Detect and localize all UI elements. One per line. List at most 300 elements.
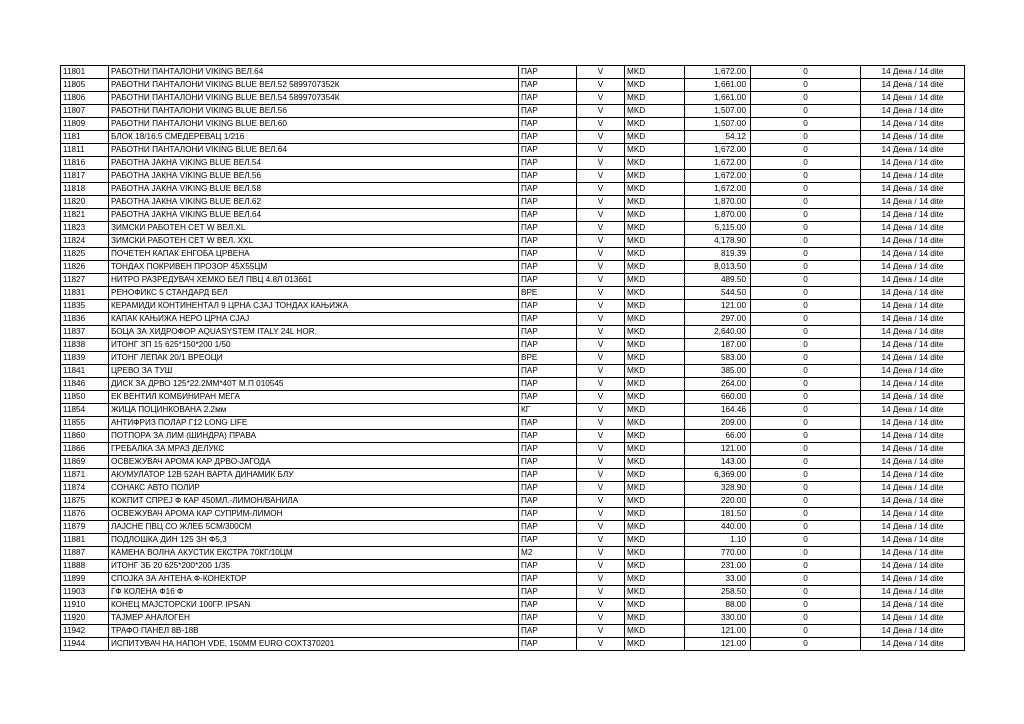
table-row <box>61 209 965 222</box>
item-code-cell: 11820 <box>61 196 109 209</box>
item-code-cell: 11817 <box>61 170 109 183</box>
unit-cell: ПАР <box>519 573 577 586</box>
table-row <box>61 326 965 339</box>
item-code-cell: 11825 <box>61 248 109 261</box>
quantity-cell: 0 <box>751 586 861 599</box>
currency-cell: MKD <box>625 391 685 404</box>
item-name-cell: ЕК ВЕНТИЛ КОМБИНИРАН МЕГА <box>109 391 519 404</box>
delivery-time-cell: 14 Дена / 14 dite <box>861 378 965 391</box>
table-row <box>61 248 965 261</box>
unit-cell: ПАР <box>519 339 577 352</box>
currency-cell: MKD <box>625 378 685 391</box>
item-code-cell: 11855 <box>61 417 109 430</box>
delivery-time-cell: 14 Дена / 14 dite <box>861 274 965 287</box>
item-name-cell: ЗИМСКИ РАБОТЕН СЕТ W ВЕЛ.XL <box>109 222 519 235</box>
item-code-cell: 11866 <box>61 443 109 456</box>
item-code-cell: 11887 <box>61 547 109 560</box>
item-name-cell: БЛОК 18/16.5 СМЕДЕРЕВАЦ 1/216 <box>109 131 519 144</box>
unit-cell: ПАР <box>519 66 577 79</box>
v-flag-cell: V <box>577 417 625 430</box>
unit-cell: ПАР <box>519 560 577 573</box>
currency-cell: MKD <box>625 482 685 495</box>
v-flag-cell: V <box>577 573 625 586</box>
v-flag-cell: V <box>577 495 625 508</box>
unit-cell: ПАР <box>519 599 577 612</box>
unit-cell: ПАР <box>519 196 577 209</box>
v-flag-cell: V <box>577 196 625 209</box>
unit-cell: ПАР <box>519 92 577 105</box>
v-flag-cell: V <box>577 92 625 105</box>
price-cell: 8,013.50 <box>685 261 751 274</box>
unit-cell: ПАР <box>519 365 577 378</box>
quantity-cell: 0 <box>751 235 861 248</box>
quantity-cell: 0 <box>751 105 861 118</box>
currency-cell: MKD <box>625 313 685 326</box>
price-cell: 1,870.00 <box>685 209 751 222</box>
v-flag-cell: V <box>577 105 625 118</box>
price-cell: 231.00 <box>685 560 751 573</box>
delivery-time-cell: 14 Дена / 14 dite <box>861 79 965 92</box>
item-name-cell: РАБОТНА ЈАКНА VIKING BLUE ВЕЛ.56 <box>109 170 519 183</box>
item-name-cell: АНТИФРИЗ ПОЛАР Г12 LONG LIFE <box>109 417 519 430</box>
delivery-time-cell: 14 Дена / 14 dite <box>861 417 965 430</box>
quantity-cell: 0 <box>751 560 861 573</box>
v-flag-cell: V <box>577 612 625 625</box>
price-cell: 4,178.90 <box>685 235 751 248</box>
currency-cell: MKD <box>625 261 685 274</box>
item-code-cell: 11816 <box>61 157 109 170</box>
quantity-cell: 0 <box>751 157 861 170</box>
delivery-time-cell: 14 Дена / 14 dite <box>861 495 965 508</box>
currency-cell: MKD <box>625 599 685 612</box>
currency-cell: MKD <box>625 443 685 456</box>
item-name-cell: КОКПИТ СПРЕЈ Ф КАР 450МЛ.-ЛИМОН/ВАНИЛА <box>109 495 519 508</box>
item-code-cell: 11811 <box>61 144 109 157</box>
unit-cell: ПАР <box>519 300 577 313</box>
v-flag-cell: V <box>577 313 625 326</box>
delivery-time-cell: 14 Дена / 14 dite <box>861 586 965 599</box>
item-name-cell: РАБОТНИ ПАНТАЛОНИ VIKING BLUE ВЕЛ.52 5899707352К <box>109 79 519 92</box>
quantity-cell: 0 <box>751 92 861 105</box>
unit-cell: ПАР <box>519 378 577 391</box>
item-name-cell: СПОЈКА ЗА АНТЕНА Ф-КОНЕКТОР <box>109 573 519 586</box>
price-cell: 1,661.00 <box>685 92 751 105</box>
price-cell: 121.00 <box>685 443 751 456</box>
quantity-cell: 0 <box>751 274 861 287</box>
v-flag-cell: V <box>577 287 625 300</box>
table-row <box>61 170 965 183</box>
item-name-cell: РАБОТНИ ПАНТАЛОНИ VIKING BLUE ВЕЛ.64 <box>109 144 519 157</box>
delivery-time-cell: 14 Дена / 14 dite <box>861 66 965 79</box>
item-code-cell: 11837 <box>61 326 109 339</box>
item-code-cell: 11846 <box>61 378 109 391</box>
currency-cell: MKD <box>625 612 685 625</box>
delivery-time-cell: 14 Дена / 14 dite <box>861 521 965 534</box>
quantity-cell: 0 <box>751 222 861 235</box>
item-code-cell: 11806 <box>61 92 109 105</box>
currency-cell: MKD <box>625 508 685 521</box>
currency-cell: MKD <box>625 404 685 417</box>
item-name-cell: ДИСК ЗА ДРВО 125*22.2ММ*40Т М.П 010545 <box>109 378 519 391</box>
currency-cell: MKD <box>625 495 685 508</box>
table-row <box>61 391 965 404</box>
unit-cell: ПАР <box>519 508 577 521</box>
table-row <box>61 547 965 560</box>
table-row <box>61 287 965 300</box>
quantity-cell: 0 <box>751 66 861 79</box>
delivery-time-cell: 14 Дена / 14 dite <box>861 131 965 144</box>
table-row <box>61 300 965 313</box>
quantity-cell: 0 <box>751 573 861 586</box>
unit-cell: М2 <box>519 547 577 560</box>
item-code-cell: 11827 <box>61 274 109 287</box>
table-row <box>61 508 965 521</box>
table-row <box>61 352 965 365</box>
v-flag-cell: V <box>577 547 625 560</box>
item-name-cell: ЛАЈСНЕ ПВЦ СО ЖЛЕБ 5СМ/300СМ <box>109 521 519 534</box>
v-flag-cell: V <box>577 482 625 495</box>
delivery-time-cell: 14 Дена / 14 dite <box>861 599 965 612</box>
item-name-cell: ЦРЕВО ЗА ТУШ <box>109 365 519 378</box>
unit-cell: ПАР <box>519 417 577 430</box>
item-name-cell: ЗИМСКИ РАБОТЕН СЕТ W ВЕЛ. XXL <box>109 235 519 248</box>
item-name-cell: ЖИЦА ПОЦИНКОВАНА 2.2мм <box>109 404 519 417</box>
unit-cell: ПАР <box>519 157 577 170</box>
price-cell: 33.00 <box>685 573 751 586</box>
item-code-cell: 11839 <box>61 352 109 365</box>
table-row <box>61 365 965 378</box>
quantity-cell: 0 <box>751 443 861 456</box>
v-flag-cell: V <box>577 235 625 248</box>
quantity-cell: 0 <box>751 625 861 638</box>
table-row <box>61 417 965 430</box>
item-code-cell: 1181 <box>61 131 109 144</box>
price-cell: 1.10 <box>685 534 751 547</box>
currency-cell: MKD <box>625 131 685 144</box>
delivery-time-cell: 14 Дена / 14 dite <box>861 339 965 352</box>
quantity-cell: 0 <box>751 430 861 443</box>
table-row <box>61 495 965 508</box>
delivery-time-cell: 14 Дена / 14 dite <box>861 118 965 131</box>
item-code-cell: 11821 <box>61 209 109 222</box>
price-cell: 328.90 <box>685 482 751 495</box>
quantity-cell: 0 <box>751 547 861 560</box>
currency-cell: MKD <box>625 274 685 287</box>
v-flag-cell: V <box>577 638 625 651</box>
delivery-time-cell: 14 Дена / 14 dite <box>861 443 965 456</box>
delivery-time-cell: 14 Дена / 14 dite <box>861 391 965 404</box>
table-body <box>61 66 965 651</box>
quantity-cell: 0 <box>751 482 861 495</box>
item-name-cell: КОНЕЦ МАЈСТОРСКИ 100ГР. IPSAN <box>109 599 519 612</box>
item-name-cell: АКУМУЛАТОР 12В 52АН ВАРТА ДИНАМИК БЛУ <box>109 469 519 482</box>
quantity-cell: 0 <box>751 469 861 482</box>
currency-cell: MKD <box>625 534 685 547</box>
quantity-cell: 0 <box>751 638 861 651</box>
item-code-cell: 11871 <box>61 469 109 482</box>
v-flag-cell: V <box>577 469 625 482</box>
quantity-cell: 0 <box>751 521 861 534</box>
price-cell: 1,507.00 <box>685 105 751 118</box>
item-name-cell: ИТОНГ ЛЕПАК 20/1 ВРЕОЦИ <box>109 352 519 365</box>
delivery-time-cell: 14 Дена / 14 dite <box>861 352 965 365</box>
item-name-cell: БОЦА ЗА ХИДРОФОР AQUASYSTEM ITALY 24L HOR. <box>109 326 519 339</box>
table-row <box>61 469 965 482</box>
price-cell: 297.00 <box>685 313 751 326</box>
quantity-cell: 0 <box>751 456 861 469</box>
item-code-cell: 11881 <box>61 534 109 547</box>
delivery-time-cell: 14 Дена / 14 dite <box>861 547 965 560</box>
unit-cell: ПАР <box>519 625 577 638</box>
currency-cell: MKD <box>625 547 685 560</box>
price-cell: 819.39 <box>685 248 751 261</box>
quantity-cell: 0 <box>751 365 861 378</box>
item-code-cell: 11899 <box>61 573 109 586</box>
currency-cell: MKD <box>625 209 685 222</box>
price-cell: 54.12 <box>685 131 751 144</box>
table-row <box>61 534 965 547</box>
unit-cell: ПАР <box>519 313 577 326</box>
item-code-cell: 11836 <box>61 313 109 326</box>
quantity-cell: 0 <box>751 313 861 326</box>
item-name-cell: ПОЧЕТЕН КАПАК ЕНГОБА ЦРВЕНА <box>109 248 519 261</box>
item-name-cell: РАБОТНА ЈАКНА VIKING BLUE ВЕЛ.54 <box>109 157 519 170</box>
price-cell: 440.00 <box>685 521 751 534</box>
table-row <box>61 183 965 196</box>
quantity-cell: 0 <box>751 339 861 352</box>
item-name-cell: КАМЕНА ВОЛНА АКУСТИК ЕКСТРА 70КГ/10ЦМ <box>109 547 519 560</box>
item-code-cell: 11805 <box>61 79 109 92</box>
table-row <box>61 638 965 651</box>
delivery-time-cell: 14 Дена / 14 dite <box>861 183 965 196</box>
v-flag-cell: V <box>577 66 625 79</box>
item-code-cell: 11818 <box>61 183 109 196</box>
item-name-cell: ИТОНГ ЗП 15 625*150*200 1/50 <box>109 339 519 352</box>
table-row <box>61 261 965 274</box>
price-cell: 66.00 <box>685 430 751 443</box>
table-row <box>61 313 965 326</box>
table-row <box>61 157 965 170</box>
quantity-cell: 0 <box>751 118 861 131</box>
quantity-cell: 0 <box>751 404 861 417</box>
v-flag-cell: V <box>577 339 625 352</box>
unit-cell: КГ <box>519 404 577 417</box>
item-name-cell: ТАЈМЕР АНАЛОГЕН <box>109 612 519 625</box>
v-flag-cell: V <box>577 352 625 365</box>
unit-cell: ПАР <box>519 79 577 92</box>
delivery-time-cell: 14 Дена / 14 dite <box>861 612 965 625</box>
quantity-cell: 0 <box>751 79 861 92</box>
table-row <box>61 196 965 209</box>
currency-cell: MKD <box>625 586 685 599</box>
item-code-cell: 11888 <box>61 560 109 573</box>
delivery-time-cell: 14 Дена / 14 dite <box>861 222 965 235</box>
price-cell: 88.00 <box>685 599 751 612</box>
v-flag-cell: V <box>577 430 625 443</box>
v-flag-cell: V <box>577 599 625 612</box>
table-row <box>61 274 965 287</box>
table-row <box>61 482 965 495</box>
currency-cell: MKD <box>625 638 685 651</box>
unit-cell: ПАР <box>519 456 577 469</box>
delivery-time-cell: 14 Дена / 14 dite <box>861 482 965 495</box>
item-code-cell: 11869 <box>61 456 109 469</box>
currency-cell: MKD <box>625 417 685 430</box>
price-cell: 209.00 <box>685 417 751 430</box>
quantity-cell: 0 <box>751 144 861 157</box>
item-code-cell: 11876 <box>61 508 109 521</box>
delivery-time-cell: 14 Дена / 14 dite <box>861 313 965 326</box>
currency-cell: MKD <box>625 573 685 586</box>
delivery-time-cell: 14 Дена / 14 dite <box>861 534 965 547</box>
unit-cell: ПАР <box>519 495 577 508</box>
item-code-cell: 11838 <box>61 339 109 352</box>
delivery-time-cell: 14 Дена / 14 dite <box>861 248 965 261</box>
item-name-cell: РАБОТНИ ПАНТАЛОНИ VIKING BLUE ВЕЛ.60 <box>109 118 519 131</box>
unit-cell: ПАР <box>519 586 577 599</box>
item-name-cell: ГФ КОЛЕНА Ф16 Ф <box>109 586 519 599</box>
quantity-cell: 0 <box>751 248 861 261</box>
currency-cell: MKD <box>625 352 685 365</box>
v-flag-cell: V <box>577 274 625 287</box>
unit-cell: ПАР <box>519 534 577 547</box>
v-flag-cell: V <box>577 118 625 131</box>
price-cell: 2,640.00 <box>685 326 751 339</box>
currency-cell: MKD <box>625 300 685 313</box>
item-name-cell: ПОДЛОШКА ДИН 125 ЗН Ф5,3 <box>109 534 519 547</box>
price-cell: 489.50 <box>685 274 751 287</box>
price-cell: 1,672.00 <box>685 144 751 157</box>
table-row <box>61 430 965 443</box>
table-row <box>61 105 965 118</box>
item-code-cell: 11823 <box>61 222 109 235</box>
v-flag-cell: V <box>577 222 625 235</box>
item-code-cell: 11879 <box>61 521 109 534</box>
quantity-cell: 0 <box>751 378 861 391</box>
item-name-cell: КЕРАМИДИ КОНТИНЕНТАЛ 9 ЦРНА СЈАЈ ТОНДАХ КАЊИЖА <box>109 300 519 313</box>
table-row <box>61 612 965 625</box>
unit-cell: ПАР <box>519 612 577 625</box>
v-flag-cell: V <box>577 625 625 638</box>
delivery-time-cell: 14 Дена / 14 dite <box>861 105 965 118</box>
item-code-cell: 11809 <box>61 118 109 131</box>
price-cell: 660.00 <box>685 391 751 404</box>
quantity-cell: 0 <box>751 261 861 274</box>
currency-cell: MKD <box>625 157 685 170</box>
price-cell: 264.00 <box>685 378 751 391</box>
currency-cell: MKD <box>625 339 685 352</box>
price-cell: 1,672.00 <box>685 66 751 79</box>
item-code-cell: 11860 <box>61 430 109 443</box>
v-flag-cell: V <box>577 326 625 339</box>
table-row <box>61 66 965 79</box>
v-flag-cell: V <box>577 261 625 274</box>
unit-cell: ПАР <box>519 131 577 144</box>
currency-cell: MKD <box>625 560 685 573</box>
price-cell: 164.46 <box>685 404 751 417</box>
price-cell: 5,115.00 <box>685 222 751 235</box>
item-code-cell: 11920 <box>61 612 109 625</box>
quantity-cell: 0 <box>751 287 861 300</box>
delivery-time-cell: 14 Дена / 14 dite <box>861 326 965 339</box>
unit-cell: ВРЕ <box>519 352 577 365</box>
table-row <box>61 456 965 469</box>
price-cell: 121.00 <box>685 638 751 651</box>
table-row <box>61 79 965 92</box>
unit-cell: ПАР <box>519 235 577 248</box>
delivery-time-cell: 14 Дена / 14 dite <box>861 144 965 157</box>
price-cell: 220.00 <box>685 495 751 508</box>
table-row <box>61 222 965 235</box>
quantity-cell: 0 <box>751 417 861 430</box>
unit-cell: ПАР <box>519 261 577 274</box>
unit-cell: ПАР <box>519 521 577 534</box>
item-code-cell: 11807 <box>61 105 109 118</box>
delivery-time-cell: 14 Дена / 14 dite <box>861 365 965 378</box>
delivery-time-cell: 14 Дена / 14 dite <box>861 638 965 651</box>
currency-cell: MKD <box>625 79 685 92</box>
item-name-cell: КАПАК КАЊИЖА НЕРО ЦРНА СЈАЈ <box>109 313 519 326</box>
table-row <box>61 625 965 638</box>
currency-cell: MKD <box>625 326 685 339</box>
price-cell: 385.00 <box>685 365 751 378</box>
v-flag-cell: V <box>577 79 625 92</box>
delivery-time-cell: 14 Дена / 14 dite <box>861 625 965 638</box>
v-flag-cell: V <box>577 300 625 313</box>
v-flag-cell: V <box>577 209 625 222</box>
currency-cell: MKD <box>625 430 685 443</box>
quantity-cell: 0 <box>751 391 861 404</box>
price-cell: 1,507.00 <box>685 118 751 131</box>
unit-cell: ПАР <box>519 430 577 443</box>
quantity-cell: 0 <box>751 534 861 547</box>
quantity-cell: 0 <box>751 300 861 313</box>
price-list-table <box>60 65 965 651</box>
currency-cell: MKD <box>625 456 685 469</box>
delivery-time-cell: 14 Дена / 14 dite <box>861 508 965 521</box>
v-flag-cell: V <box>577 560 625 573</box>
table-row <box>61 443 965 456</box>
v-flag-cell: V <box>577 157 625 170</box>
item-name-cell: ГРЕБАЛКА ЗА МРАЗ ДЕЛУКС <box>109 443 519 456</box>
table-row <box>61 131 965 144</box>
v-flag-cell: V <box>577 170 625 183</box>
v-flag-cell: V <box>577 248 625 261</box>
v-flag-cell: V <box>577 443 625 456</box>
table-row <box>61 573 965 586</box>
item-code-cell: 11944 <box>61 638 109 651</box>
unit-cell: ПАР <box>519 209 577 222</box>
item-name-cell: РАБОТНИ ПАНТАЛОНИ VIKING ВЕЛ.64 <box>109 66 519 79</box>
table-row <box>61 339 965 352</box>
v-flag-cell: V <box>577 378 625 391</box>
delivery-time-cell: 14 Дена / 14 dite <box>861 430 965 443</box>
unit-cell: ПАР <box>519 443 577 456</box>
currency-cell: MKD <box>625 118 685 131</box>
table-row <box>61 521 965 534</box>
item-code-cell: 11824 <box>61 235 109 248</box>
price-cell: 330.00 <box>685 612 751 625</box>
unit-cell: ПАР <box>519 118 577 131</box>
price-cell: 121.00 <box>685 625 751 638</box>
currency-cell: MKD <box>625 196 685 209</box>
unit-cell: ПАР <box>519 144 577 157</box>
price-cell: 1,870.00 <box>685 196 751 209</box>
unit-cell: ПАР <box>519 391 577 404</box>
v-flag-cell: V <box>577 404 625 417</box>
table-row <box>61 92 965 105</box>
currency-cell: MKD <box>625 235 685 248</box>
